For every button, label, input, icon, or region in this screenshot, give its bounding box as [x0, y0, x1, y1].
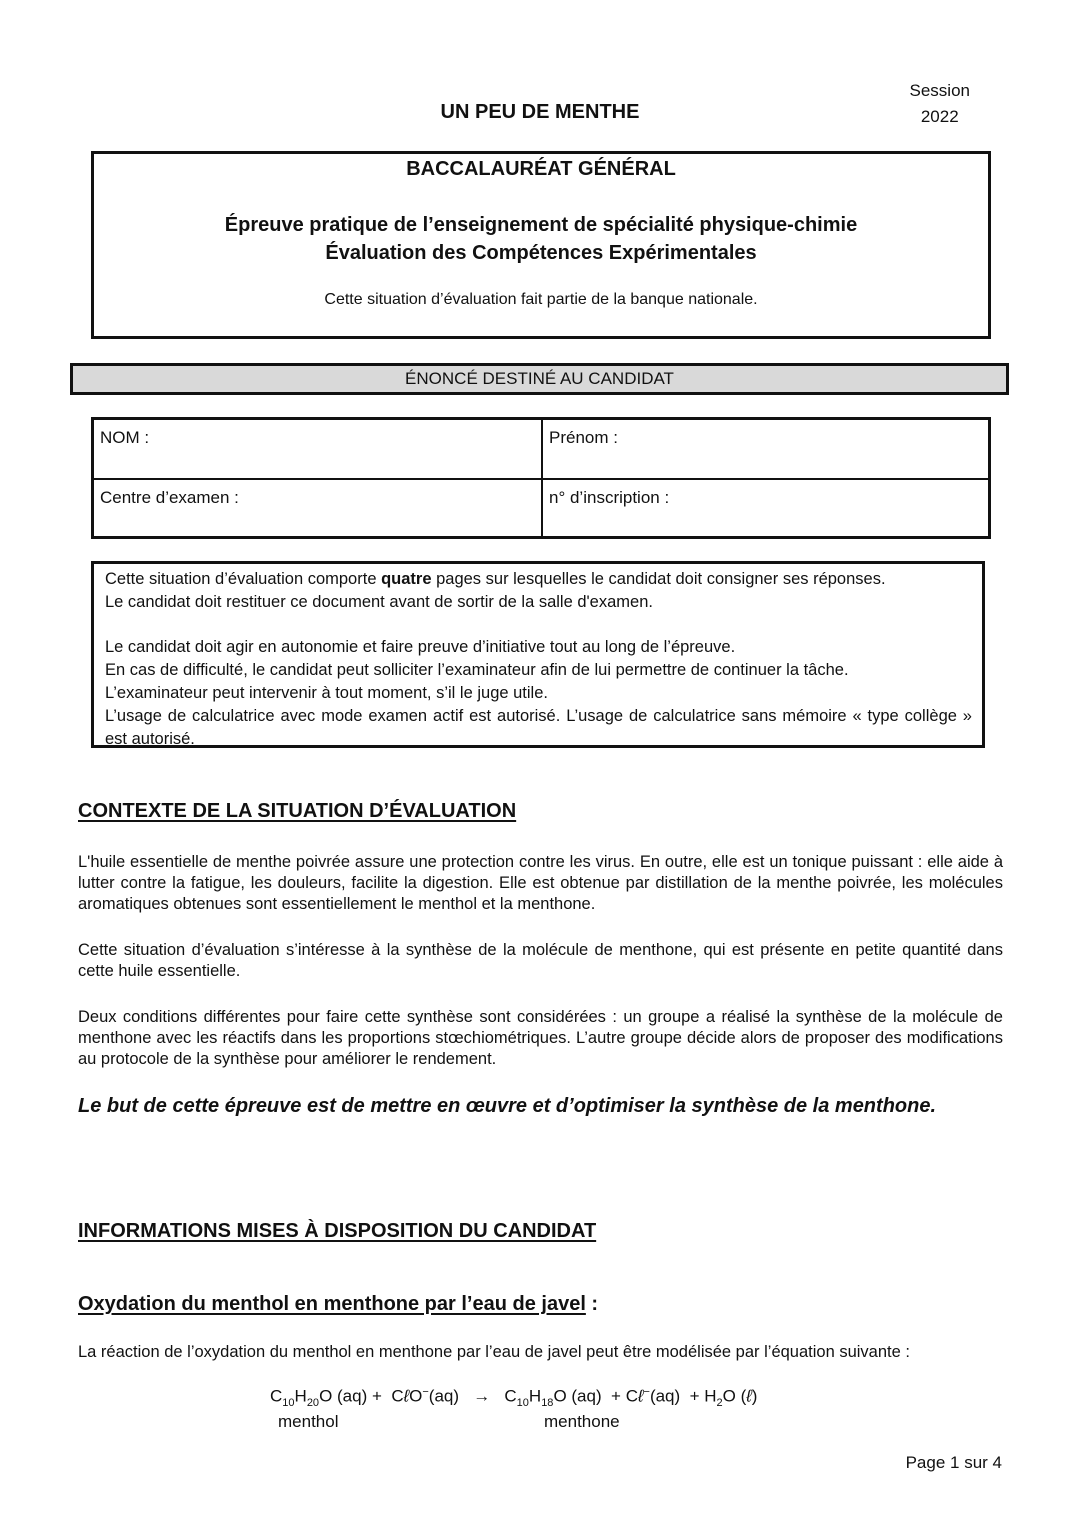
enonce-header: ÉNONCÉ DESTINÉ AU CANDIDAT: [70, 363, 1009, 395]
rule-line-1: Cette situation d’évaluation comporte quatre pages sur lesquelles le candidat doit consigner ses réponses.: [105, 570, 886, 588]
nom-field[interactable]: NOM :: [100, 428, 150, 447]
oxydation-subheading: Oxydation du menthol en menthone par l’eau de javel :: [78, 1293, 599, 1315]
menthol-label: menthol: [278, 1412, 339, 1431]
instructions-box: [91, 561, 985, 748]
document-title: UN PEU DE MENTHE: [440, 101, 640, 123]
epreuve-line-1: Épreuve pratique de l’enseignement de spécialité physique-chimie: [224, 214, 858, 236]
rule-line-4: En cas de difficulté, le candidat peut solliciter l’examinateur afin de lui permettre de continuer la tâche.: [105, 661, 849, 679]
contexte-heading: CONTEXTE DE LA SITUATION D’ÉVALUATION: [78, 800, 517, 822]
goal-statement: Le but de cette épreuve est de mettre en œuvre et d’optimiser la synthèse de la menthone.: [78, 1095, 937, 1117]
inscription-field[interactable]: n° d’inscription :: [541, 478, 988, 536]
quatre-emphasis: quatre: [381, 570, 432, 588]
session-year: 2022: [920, 107, 959, 126]
exam-banner: [91, 151, 991, 339]
banque-note: Cette situation d’évaluation fait partie de la banque nationale.: [324, 291, 758, 308]
bac-title: BACCALAURÉAT GÉNÉRAL: [406, 158, 676, 180]
rule-line-5: L’examinateur peut intervenir à tout moment, s’il le juge utile.: [105, 684, 548, 702]
page-number: Page 1 sur 4: [905, 1453, 1002, 1472]
informations-heading: INFORMATIONS MISES À DISPOSITION DU CANDIDAT: [78, 1220, 597, 1242]
contexte-paragraph-3: Deux conditions différentes pour faire cette synthèse sont considérées : un groupe a réalisé la synthèse de la molécule de menthone avec les réactifs dans les proportions stœchiométriques. L’autre groupe décide alors de proposer des modifications au protocole de la synthèse pour améliorer le rendement.: [78, 1008, 1003, 1068]
rule-line-2: Le candidat doit restituer ce document avant de sortir de la salle d'examen.: [105, 593, 653, 611]
epreuve-line-2: Évaluation des Compétences Expérimentales: [325, 242, 757, 264]
epreuve-title: [94, 211, 988, 267]
session-label: Session: [909, 81, 970, 100]
equation-intro: La réaction de l’oxydation du menthol en menthone par l’eau de javel peut être modélisée par l’équation suivante :: [78, 1343, 910, 1361]
chemical-equation: $C_{10}H_{20}O$ (aq) + CℓO−(aq) → $C_{10}H_{18}O$ (aq) + Cℓ−(aq) + $H_2O$ (ℓ): [270, 1386, 758, 1410]
candidate-identity-table: [91, 417, 991, 539]
contexte-paragraph-2: Cette situation d’évaluation s’intéresse à la synthèse de la molécule de menthone, qui est présente en petite quantité dans cette huile essentielle.: [78, 941, 1003, 980]
rule-line-6: L’usage de calculatrice avec mode examen actif est autorisé. L’usage de calculatrice sans mémoire « type collège » est autorisé.: [105, 707, 972, 748]
rule-line-3: Le candidat doit agir en autonomie et faire preuve d’initiative tout au long de l’épreuve.: [105, 638, 736, 656]
contexte-paragraph-1: L'huile essentielle de menthe poivrée assure une protection contre les virus. En outre, elle est un tonique puissant : elle aide à lutter contre la fatigue, les douleurs, facilite la digestion. Elle est obtenue par distillation de la menthe poivrée, les molécules aromatiques obtenues sont essentiellement le menthol et la menthone.: [78, 853, 1003, 913]
menthone-label: menthone: [544, 1412, 620, 1431]
prenom-field[interactable]: Prénom :: [541, 420, 988, 478]
centre-examen-field[interactable]: Centre d’examen :: [94, 478, 541, 536]
